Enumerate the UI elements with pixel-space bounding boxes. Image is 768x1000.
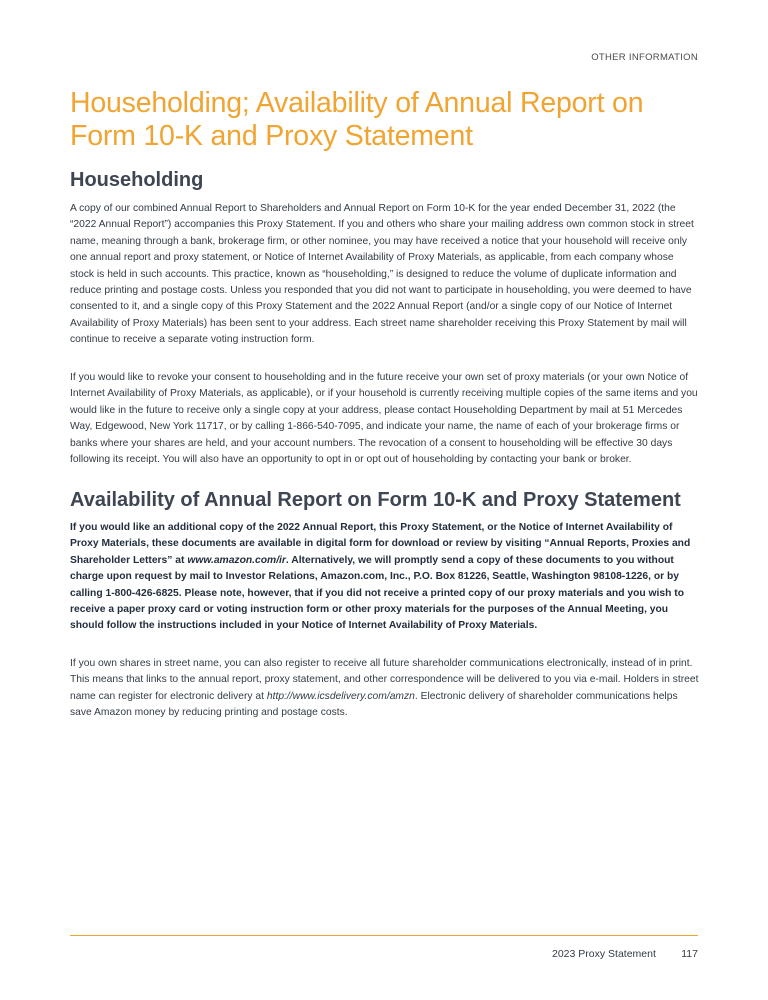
- electronic-delivery-text-1: If you own shares in street name, you can also register to receive all future shareholder communications electronically, instead of in print. This means that links to the annual report, proxy statement, and other correspondence will be delivered to you via e-mail. Holders in street name can register for electronic delivery at: [70, 658, 699, 702]
- investor-relations-link[interactable]: www.amazon.com/ir: [187, 554, 286, 566]
- availability-bold-paragraph: [70, 520, 700, 635]
- householding-paragraph-2: If you would like to revoke your consent to householding and in the future receive your own set of proxy materials (or your own Notice of Internet Availability of Proxy Materials, as applicable), or if your household is currently receiving multiple copies of the same items and you would like in the future to receive only a single copy at your address, please contact Householding Department by mail at 51 Mercedes Way, Edgewood, New York 11717, or by calling 1-866-540-7095, and indicate your name, the name of each of your brokerage firms or banks where your shares are held, and your account numbers. The revocation of a consent to householding will be effective 30 days following its receipt. You will also have an opportunity to opt in or opt out of householding by contacting your bank or broker.: [70, 372, 698, 466]
- footer-divider: [70, 935, 698, 936]
- page-title: Householding; Availability of Annual Report on Form 10-K and Proxy Statement: [70, 87, 644, 152]
- availability-bold-text-2: . Alternatively, we will promptly send a copy of these documents to you without charge upon request by mail to Investor Relations, Amazon.com, Inc., P.O. Box 81226, Seattle, Washington 98108-1226, or by calling 1-800-426-6825. Please note, however, that if you did not receive a printed copy of our proxy materials and you wish to receive a paper proxy card or voting instruction form or other proxy materials for the purposes of the Annual Meeting, you should follow the instructions included in your Notice of Internet Availability of Proxy Materials.: [70, 554, 684, 632]
- document-page: [70, 0, 698, 1000]
- availability-bold-text-1: If you would like an additional copy of the 2022 Annual Report, this Proxy Statement, or the Notice of Internet Availability of Proxy Materials, these documents are available in digital form for download or review by visiting “Annual Reports, Proxies and Shareholder Letters” at: [70, 522, 691, 566]
- icsdelivery-link[interactable]: http://www.icsdelivery.com/amzn: [266, 690, 415, 702]
- section-heading-householding: Householding: [70, 169, 204, 191]
- electronic-delivery-text-2: . Electronic delivery of shareholder communications helps save Amazon money by reducing printing and postage costs.: [70, 690, 678, 719]
- footer-page-number: 117: [681, 948, 698, 960]
- footer-document-title: 2023 Proxy Statement: [552, 948, 656, 960]
- electronic-delivery-paragraph: [70, 656, 700, 722]
- running-header: OTHER INFORMATION: [591, 52, 698, 63]
- section-heading-availability: Availability of Annual Report on Form 10-K and Proxy Statement: [70, 489, 681, 511]
- householding-paragraph-1: A copy of our combined Annual Report to Shareholders and Annual Report on Form 10-K for the year ended December 31, 2022 (the “2022 Annual Report”) accompanies this Proxy Statement. If you and others who share your mailing address own common stock in street name, meaning through a bank, brokerage firm, or other nominee, you may have received a notice that your household will receive only one annual report and proxy statement, or Notice of Internet Availability of Proxy Materials, as applicable, from each company whose stock is held in such accounts. This practice, known as “householding,” is designed to reduce the volume of duplicate information and reduce printing and postage costs. Unless you responded that you did not want to participate in householding, you were deemed to have consented to it, and a single copy of this Proxy Statement and the 2022 Annual Report (and/or a single copy of our Notice of Internet Availability of Proxy Materials) has been sent to your address. Each street name shareholder receiving this Proxy Statement by mail will continue to receive a separate voting instruction form.: [70, 203, 694, 346]
